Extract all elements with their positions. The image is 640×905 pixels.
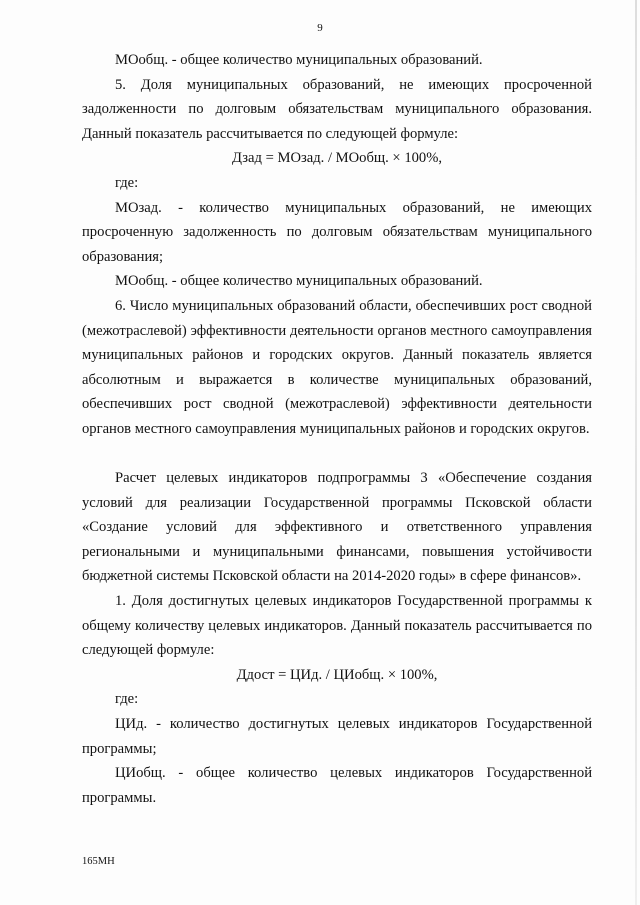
paragraph-cid-definition: ЦИд. - количество достигнутых целевых индикаторов Государственной программы; xyxy=(82,716,592,757)
formula-ddost: Ддост = ЦИд. / ЦИобщ. × 100%, xyxy=(236,666,438,683)
paragraph-indicator-6: 6. Число муниципальных образований области, обеспечивших рост сводной (межотраслевой) эффективности деятельности органов местного самоуправления муниципальных районов и городских округов. Данный показатель является абсолютным и выражается в количестве муниципальных образований, обеспечивших рост сводной (межотраслевой) эффективности деятельности органов местного самоуправления муниципальных районов и городских округов. xyxy=(82,297,592,437)
scan-edge xyxy=(635,0,637,905)
paragraph-indicator-1: 1. Доля достигнутых целевых индикаторов Государственной программы к общему количеству целевых индикаторов. Данный показатель рассчитывается по следующей формуле: xyxy=(82,593,592,659)
formula-dzad: Дзад = МОзад. / МОобщ. × 100%, xyxy=(231,150,443,167)
document-code: 165МН xyxy=(82,856,115,867)
paragraph-spacer xyxy=(82,442,592,467)
paragraph-where-2: где: xyxy=(115,691,139,708)
paragraph-subprogram-3-heading: Расчет целевых индикаторов подпрограммы 3 «Обеспечение создания условий для реализации Государственной программы Псковской области «Создание условий для эффективного и ответственного управления региональными и муниципальными финансами, повышения устойчивости бюджетной системы Псковской области на 2014-2020 годы» в сфере финансов». xyxy=(82,470,592,585)
page-number: 9 xyxy=(317,22,323,34)
paragraph-mozad-definition: МОзад. - количество муниципальных образований, не имеющих просроченную задолженность по долговым обязательствам муниципального образования; xyxy=(82,199,592,265)
paragraph-where: где: xyxy=(115,174,139,191)
paragraph-mo-total: МОобщ. - общее количество муниципальных образований. xyxy=(115,52,483,68)
paragraph-indicator-5: 5. Доля муниципальных образований, не имеющих просроченной задолженности по долговым обязательствам муниципального образования. Данный показатель рассчитывается по следующей формуле: xyxy=(82,76,592,142)
document-body xyxy=(82,48,592,810)
paragraph-mo-total-definition: МОобщ. - общее количество муниципальных образований. xyxy=(115,273,483,290)
paragraph-ciobsch-definition: ЦИобщ. - общее количество целевых индикаторов Государственной программы. xyxy=(82,765,592,806)
